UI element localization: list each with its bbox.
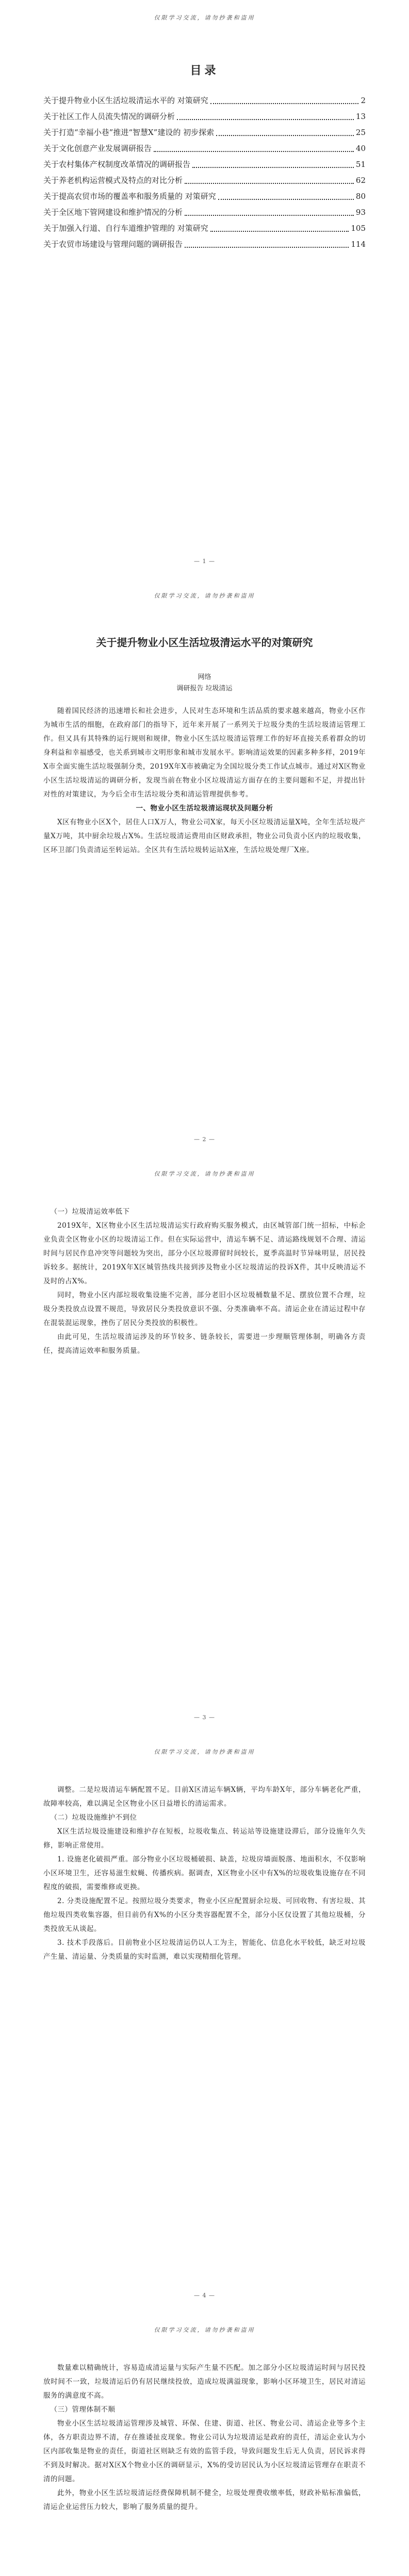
article-page <box>0 578 409 1156</box>
subsection-heading: （三）管理体制不顺 <box>50 2405 116 2414</box>
toc-item-page: 2 <box>361 96 366 105</box>
article-body <box>43 704 366 857</box>
paragraph: X区有物业小区X个，居住人口X万人，物业公司X家，每天小区垃圾清运量X吨，全年生活垃圾产量X万吨，其中厨余垃圾占X%。生活垃圾清运费用由区财政承担，物业公司负责小区内的垃圾收集，区环卫部门负责清运至转运站。全区共有生活垃圾转运站X座，生活垃圾处理厂X座。 <box>43 818 366 854</box>
paragraph: 3. 技术手段落后。目前物业小区垃圾清运仍以人工为主，智能化、信息化水平较低，缺乏对垃圾产生量、清运量、分类质量的实时监测，难以实现精细化管理。 <box>43 1939 366 1961</box>
toc-item-page: 40 <box>355 144 366 153</box>
toc-leader <box>210 231 349 232</box>
toc-leader <box>185 215 354 216</box>
toc-item-title: 关于养老机构运营模式及特点的对比分析 <box>43 176 183 185</box>
page-number: — 1 — <box>194 558 215 565</box>
page-header: 仅限学习交流，请勿抄袭和盗用 <box>154 592 255 599</box>
toc-item-title: 关于农贸市场建设与管理问题的调研报告 <box>43 240 183 249</box>
paragraph: 随着国民经济的迅速增长和社会进步，人民对生态环境和生活品质的要求越来越高，物业小区作为城市生活的细胞，在政府部门的指导下，近年来开展了一系列关于垃圾分类的生活垃圾清运管理工作。但又具有其特殊的运行规则和规律，物业小区生活垃圾清运管理工作的好坏直接关系着群众的切身利益和幸福感受，也关系到城市文明形象和城市发展水平。影响清运效果的因素多种多样，2019年X市全面实施生活垃圾强制分类，2019X年X市被确定为全国垃圾分类工作试点城市。通过对X区物业小区生活垃圾清运的调研分析，发现当前在物业小区垃圾清运方面存在的主要问题和不足，并提出针对性的对策建议，为今后全市生活垃圾分类和清运管理提供参考。 <box>43 707 366 799</box>
toc-leader <box>216 135 354 136</box>
paragraph: 1. 设施老化破损严重。部分物业小区垃圾桶破损、缺盖，垃圾房墙面脱落、地面积水，不仅影响小区环境卫生，还容易滋生蚊蝇、传播疾病。据调查，X区物业小区中有X%的垃圾收集设施存在不同程度的破损，需要维修或更换。 <box>43 1855 366 1891</box>
paragraph: X区生活垃圾设施建设和维护存在短板，垃圾收集点、转运站等设施建设滞后，部分设施年久失修，影响正常使用。 <box>43 1827 366 1850</box>
paragraph: 调整。二是垃圾清运车辆配置不足。目前X区清运车辆X辆，平均车龄X年，部分车辆老化严重，故障率较高，难以满足全区物业小区日益增长的清运需求。 <box>43 1786 366 1808</box>
toc-item[interactable] <box>43 221 366 236</box>
article-body <box>43 1783 366 1964</box>
toc-item-page: 51 <box>355 160 366 169</box>
toc-leader <box>185 247 349 248</box>
toc-item[interactable] <box>43 109 366 125</box>
paragraph: 2019X年，X区物业小区生活垃圾清运实行政府购买服务模式，由区城管部门统一招标，中标企业负责全区物业小区的垃圾清运工作。但在实际运营中，清运车辆不足、清运路线规划不合理、清运时间与居民作息冲突等问题较为突出，部分小区垃圾滞留时间较长，夏季高温时节异味明显，居民投诉较多。据统计，2019X年X区城管热线共接到涉及物业小区垃圾清运的投诉X件，其中反映清运不及时的占X%。 <box>43 1222 366 1285</box>
toc-item[interactable] <box>43 125 366 141</box>
subsection-heading: （一）垃圾清运效率低下 <box>50 1208 130 1216</box>
paragraph: 此外，物业小区生活垃圾清运经费保障机制不健全，垃圾处理费收缴率低，财政补贴标准偏低，清运企业运营压力较大，影响了服务质量的提升。 <box>43 2489 366 2511</box>
paragraph: 由此可见，生活垃圾清运涉及的环节较多、链条较长，需要进一步理顺管理体制，明确各方责任，提高清运效率和服务质量。 <box>43 1333 366 1355</box>
toc-leader <box>185 183 354 184</box>
toc-item[interactable] <box>43 173 366 189</box>
page-header: 仅限学习交流，请勿抄袭和盗用 <box>154 14 255 21</box>
toc-title: 目录 <box>190 64 219 77</box>
toc-item-title: 关于提高农贸市场的覆盖率和服务质量的 对策研究 <box>43 192 216 201</box>
toc-leader <box>192 167 354 168</box>
toc-item-title: 关于文化创意产业发展调研报告 <box>43 144 152 153</box>
article-page <box>0 1734 409 2312</box>
page-header: 仅限学习交流，请勿抄袭和盗用 <box>154 1171 255 1177</box>
article-author: 网络 <box>198 673 211 681</box>
toc-item[interactable] <box>43 236 366 252</box>
page-header: 仅限学习交流，请勿抄袭和盗用 <box>154 1749 255 1755</box>
article-page <box>0 1156 409 1734</box>
byline <box>0 672 409 694</box>
toc-item-page: 105 <box>351 224 366 233</box>
toc-item-title: 关于全区地下管网建设和维护情况的分析 <box>43 208 183 217</box>
toc-item[interactable] <box>43 205 366 221</box>
article-tags: 调研报告 垃圾清运 <box>176 685 233 692</box>
toc-item-title: 关于提升物业小区生活垃圾清运水平的 对策研究 <box>43 96 208 105</box>
toc-list <box>43 93 366 252</box>
page-header: 仅限学习交流，请勿抄袭和盗用 <box>154 2327 255 2333</box>
article-body <box>43 1205 366 1358</box>
toc-item-page: 62 <box>355 176 366 185</box>
article-page <box>0 2312 409 2576</box>
toc-item[interactable] <box>43 141 366 157</box>
toc-leader <box>154 151 354 152</box>
toc-item-title: 关于打造“幸福小巷”推进“智慧X”建设的 初步探索 <box>43 128 215 137</box>
toc-item[interactable] <box>43 93 366 109</box>
toc-item-title: 关于加强入行道、自行车道维护管理的 对策研究 <box>43 224 208 233</box>
subsection-heading: （二）垃圾设施维护不到位 <box>50 1814 137 1822</box>
toc-leader <box>177 119 354 120</box>
toc-leader <box>218 199 354 200</box>
toc-item-page: 25 <box>355 128 366 137</box>
paragraph: 同时，物业小区内部垃圾收集设施不完善，部分老旧小区垃圾桶数量不足、摆放位置不合理，垃圾分类投放点设置不规范，导致居民分类投放意识不强、分类准确率不高。清运企业在清运过程中存在混装混运现象，挫伤了居民分类投放的积极性。 <box>43 1291 366 1327</box>
toc-leader <box>210 103 359 104</box>
toc-item-title: 关于社区工作人员流失情况的调研分析 <box>43 112 175 121</box>
toc-item-title: 关于农村集体产权制度改革情况的调研报告 <box>43 160 191 169</box>
toc-item-page: 13 <box>355 112 366 121</box>
article-title: 关于提升物业小区生活垃圾清运水平的对策研究 <box>96 636 313 649</box>
toc-page <box>0 0 409 578</box>
toc-item[interactable] <box>43 189 366 205</box>
toc-item[interactable] <box>43 157 366 173</box>
toc-item-page: 80 <box>355 192 366 201</box>
page-number: — 2 — <box>194 1136 215 1143</box>
section-heading: 一、物业小区生活垃圾清运现状及问题分析 <box>136 804 273 812</box>
article-body <box>43 2361 366 2514</box>
toc-item-page: 114 <box>351 240 366 249</box>
paragraph: 数量难以精确统计，容易造成清运量与实际产生量不匹配。加之部分小区垃圾清运时间与居民投放时间不一致，垃圾清运后仍有居民继续投放，造成垃圾满溢现象，影响小区环境卫生，居民对清运服务的满意度不高。 <box>43 2364 366 2400</box>
page-number: — 4 — <box>194 2292 215 2299</box>
paragraph: 2. 分类设施配置不足。按照垃圾分类要求，物业小区应配置厨余垃圾、可回收物、有害垃圾、其他垃圾四类收集容器，但目前仍有X%的小区分类容器配置不全，部分小区仅设置了其他垃圾桶，分类投放无从谈起。 <box>43 1897 366 1933</box>
page-number: — 3 — <box>194 1714 215 1721</box>
paragraph: 物业小区生活垃圾清运管理涉及城管、环保、住建、街道、社区、物业公司、清运企业等多个主体，各方职责边界不清，存在推诿扯皮现象。物业公司认为垃圾清运是政府的责任，清运企业认为小区内部收集是物业的责任，街道社区则缺乏有效的监管手段，导致问题发生后无人负责，居民诉求得不到及时解决。据对X区X个物业小区的调研显示，X%的受访居民认为小区垃圾清运管理存在职责不清的问题。 <box>43 2419 366 2483</box>
toc-item-page: 93 <box>355 208 366 217</box>
